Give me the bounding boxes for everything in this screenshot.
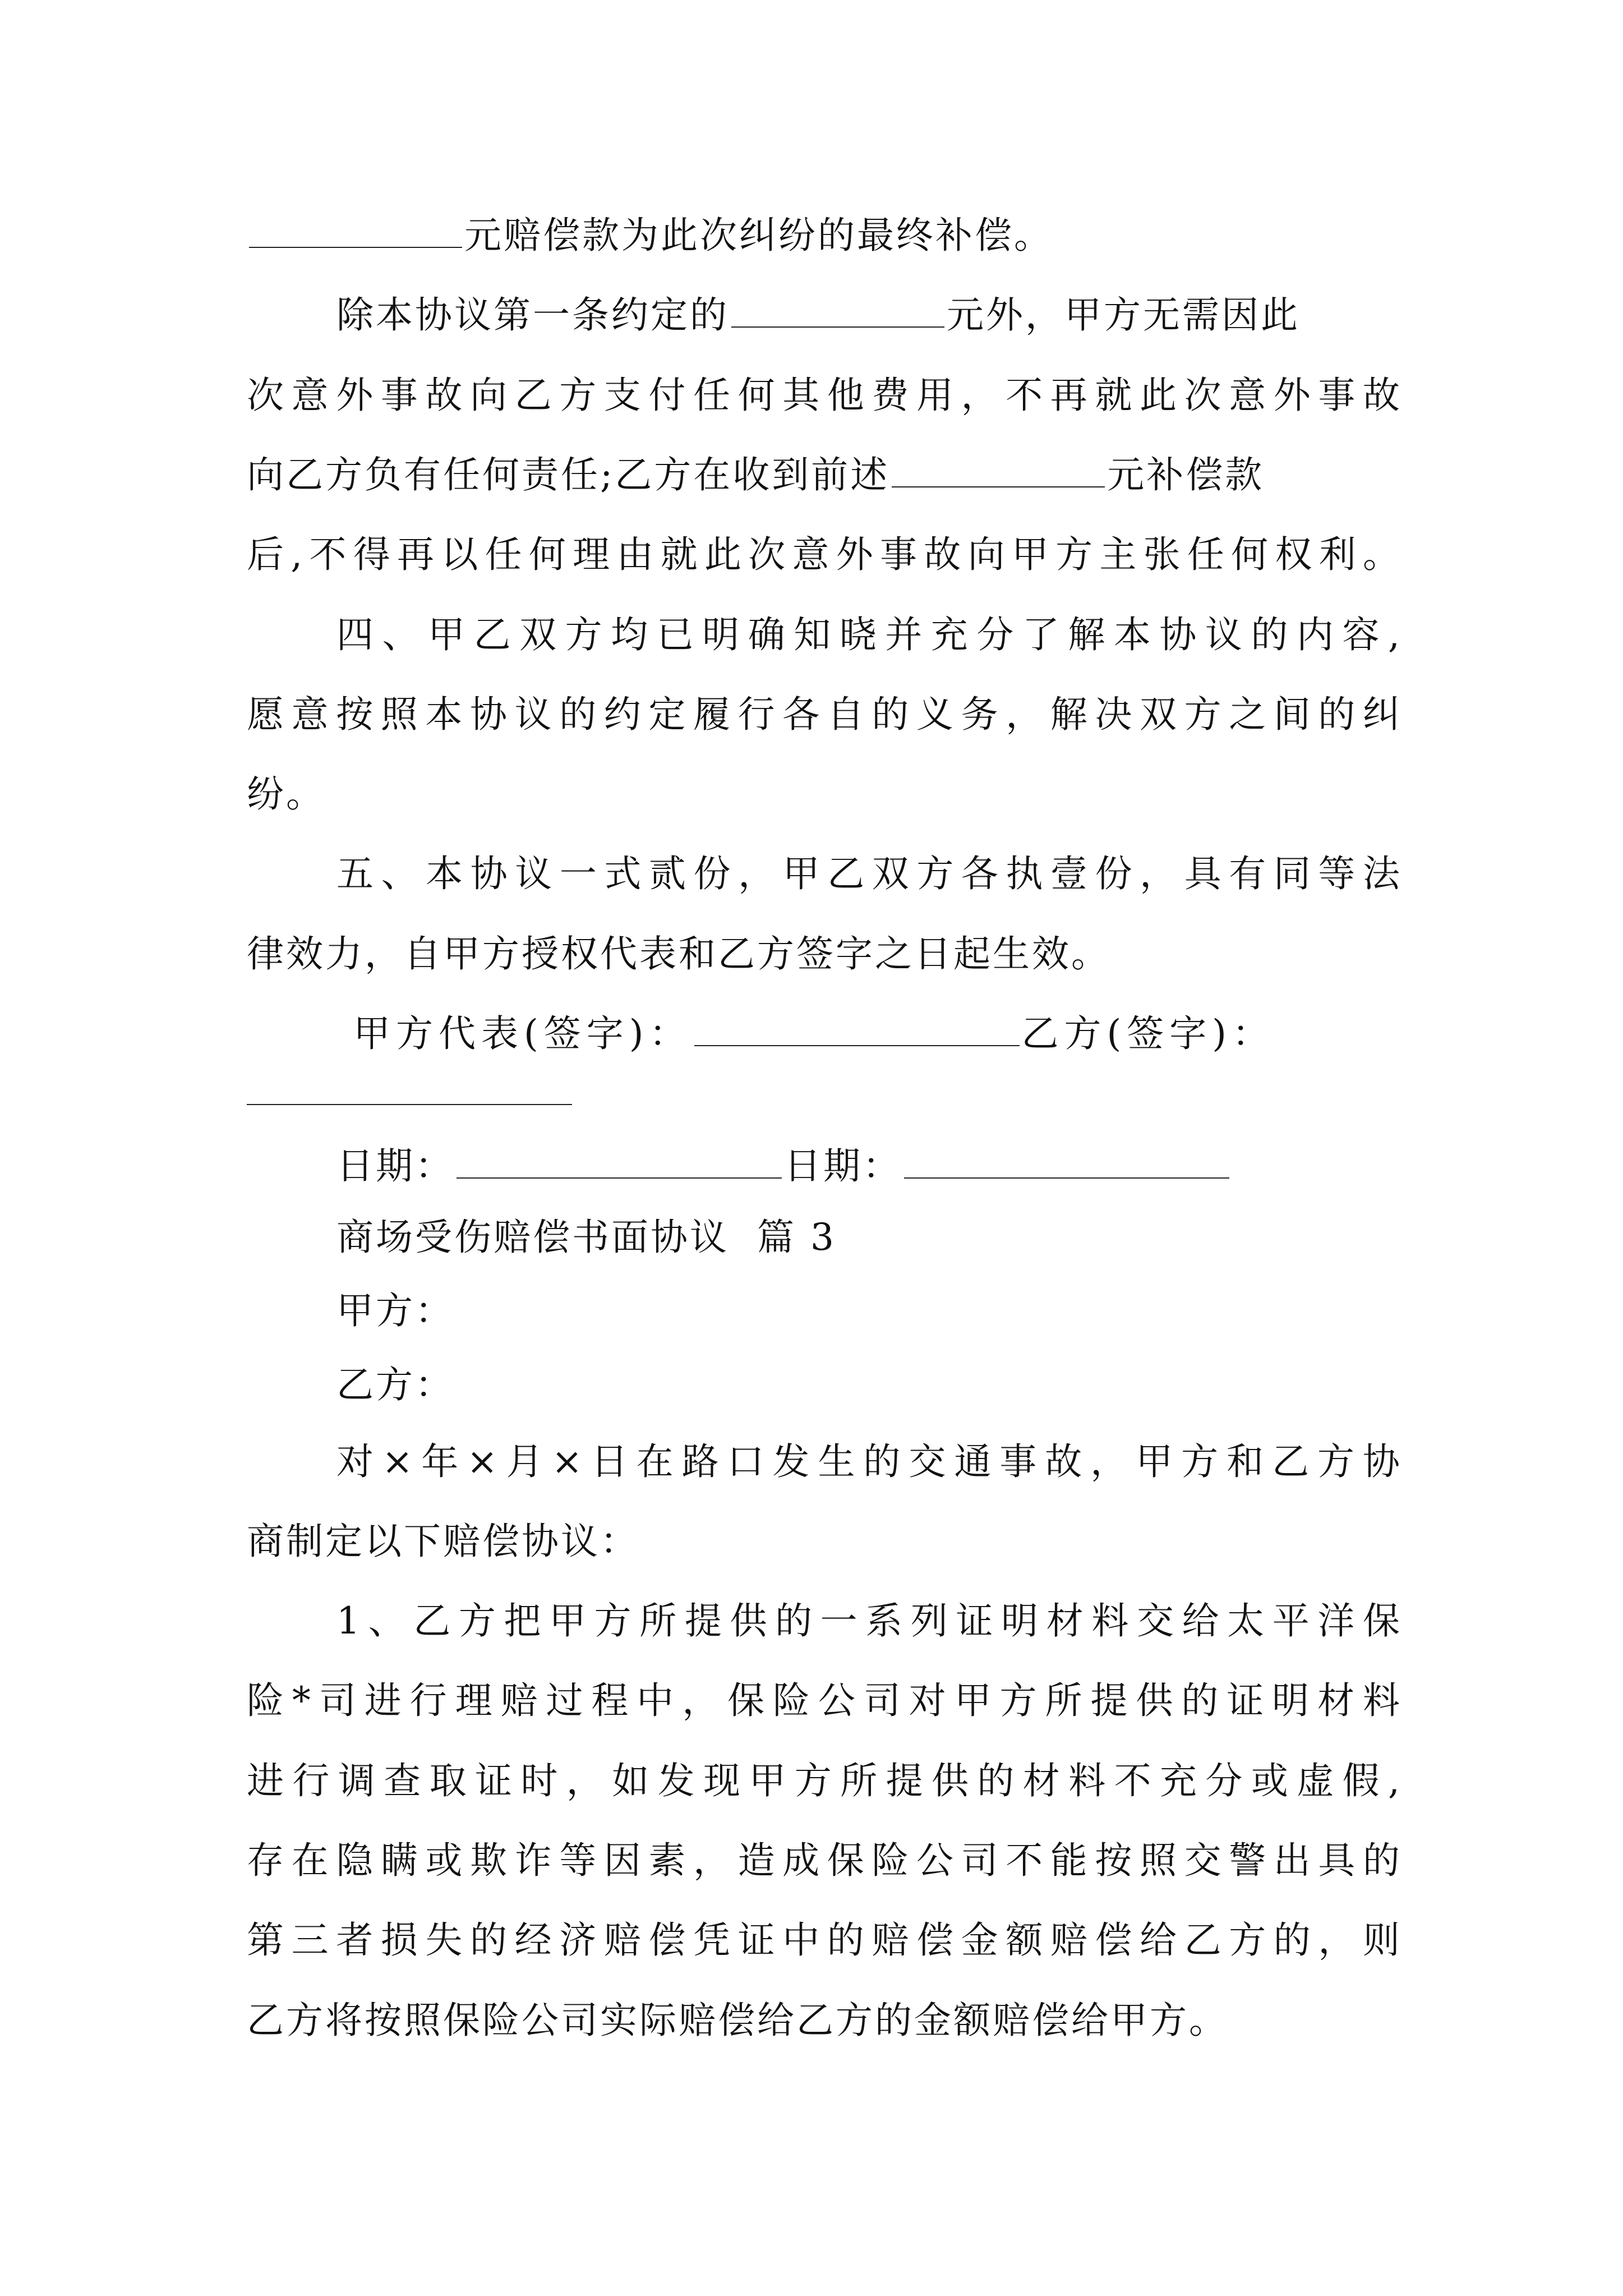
blank-field <box>731 292 944 328</box>
text-run: 元赔偿款为此次纠纷的最终补偿。 <box>464 214 1053 257</box>
paragraph-line: 险*司进行理赔过程中，保险公司对甲方所提供的证明材料 <box>247 1679 1402 1722</box>
paragraph-line: 商制定以下赔偿协议： <box>247 1520 639 1563</box>
paragraph-line: 乙方将按照保险公司实际赔偿给乙方的金额赔偿给甲方。 <box>247 1999 1228 2042</box>
paragraph-line: 后,不得再以任何理由就此次意外事故向甲方主张任何权利。 <box>247 533 1402 576</box>
party-b-signature-field <box>247 1104 572 1105</box>
paragraph-line: 四、甲乙双方均已明确知晓并充分了解本协议的内容, <box>336 613 1402 656</box>
text-run: 元外，甲方无需因此 <box>947 293 1300 337</box>
party-a-date-label: 日期： <box>336 1144 454 1188</box>
paragraph-line <box>247 210 1402 261</box>
signature-line <box>353 1009 1509 1059</box>
party-b-label: 乙方： <box>336 1363 454 1406</box>
paragraph-line: 存在隐瞒或欺诈等因素，造成保险公司不能按照交警出具的 <box>247 1839 1402 1882</box>
party-a-signature-field <box>694 1010 1020 1046</box>
party-a-label: 甲方： <box>336 1289 454 1332</box>
paragraph-line: 次意外事故向乙方支付任何其他费用，不再就此次意外事故 <box>247 374 1402 417</box>
blank-field <box>249 212 462 248</box>
paragraph-line: 律效力，自甲方授权代表和乙方签字之日起生效。 <box>247 932 1110 976</box>
blank-field <box>892 452 1105 487</box>
paragraph-line: 愿意按照本协议的约定履行各自的义务，解决双方之间的纠 <box>247 693 1402 736</box>
party-a-date-field <box>457 1143 782 1179</box>
party-a-signature-label: 甲方代表(签字)： <box>353 1012 692 1055</box>
date-line <box>336 1141 1492 1191</box>
paragraph-line: 1、乙方把甲方所提供的一系列证明材料交给太平洋保 <box>336 1599 1402 1642</box>
paragraph-line <box>247 450 1402 500</box>
paragraph-line: 五、本协议一式贰份，甲乙双方各执壹份，具有同等法 <box>336 852 1402 895</box>
party-b-date-label: 日期： <box>784 1144 902 1188</box>
text-run: 元补偿款 <box>1107 453 1265 496</box>
party-b-date-field <box>904 1143 1229 1179</box>
paragraph-line: 进行调查取证时，如发现甲方所提供的材料不充分或虚假, <box>247 1759 1402 1802</box>
party-b-signature-label: 乙方(签字)： <box>1021 1012 1275 1055</box>
paragraph-line: 第三者损失的经济赔偿凭证中的赔偿金额赔偿给乙方的，则 <box>247 1918 1402 1962</box>
text-run: 除本协议第一条约定的 <box>336 293 729 337</box>
paragraph-line: 纷。 <box>247 772 325 816</box>
paragraph-line <box>336 290 1492 341</box>
text-run: 向乙方负有任何责任;乙方在收到前述 <box>247 453 890 496</box>
paragraph-line: 对×年×月×日在路口发生的交通事故，甲方和乙方协 <box>336 1440 1402 1483</box>
section-title: 商场受伤赔偿书面协议 篇 3 <box>336 1216 836 1259</box>
